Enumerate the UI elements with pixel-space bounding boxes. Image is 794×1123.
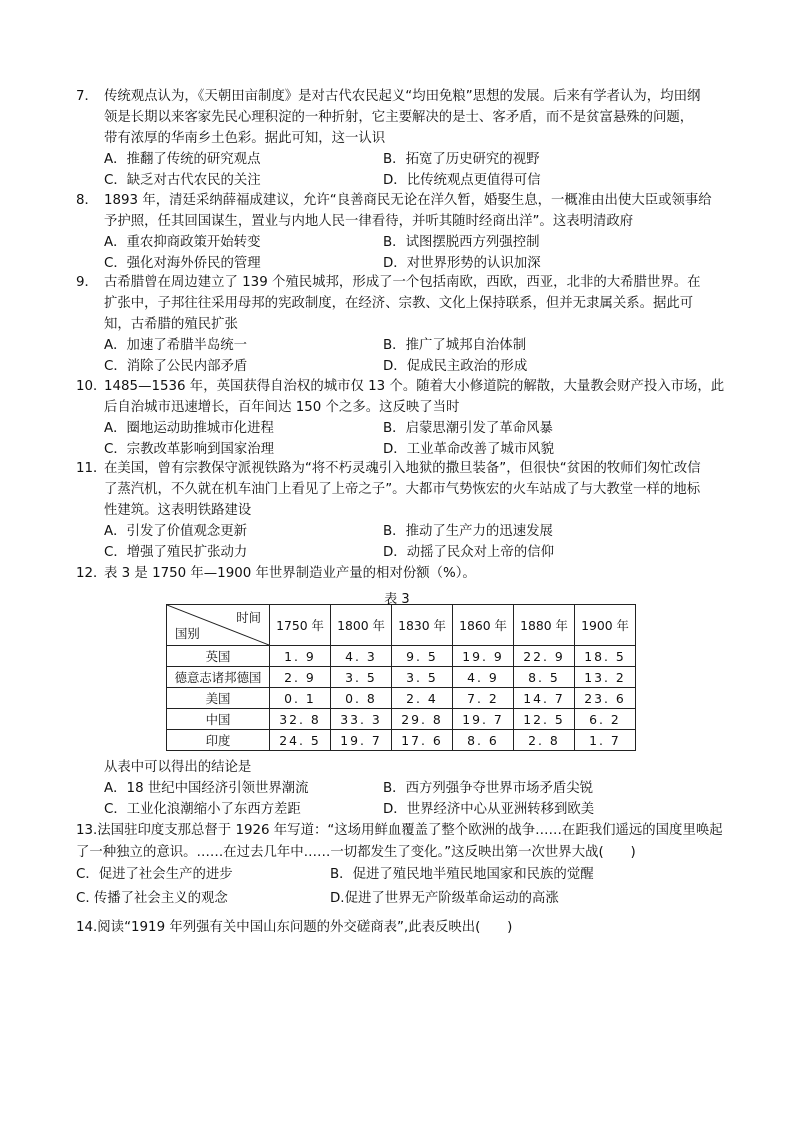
question-stem-line: 古希腊曾在周边建立了 139 个殖民城邦，形成了一个包括南欧，西欧，西亚，北非的大希腊世界。在 (104, 275, 701, 290)
question-14 (76, 917, 736, 939)
value-cell: 13. 2 (575, 667, 636, 688)
value-cell: 19. 7 (331, 730, 392, 751)
question-11 (76, 458, 728, 563)
option-d[interactable]: D．工业革命改善了城市风貌 (383, 442, 554, 457)
value-cell: 12. 5 (514, 709, 575, 730)
question-stem-line: 领是长期以来客家先民心理积淀的一种折射，它主要解决的是士、客矛盾，而不是贫富悬殊的问题， (104, 110, 694, 125)
value-cell: 19. 9 (453, 646, 514, 667)
option-c[interactable]: C．宗教改革影响到国家治理 (104, 442, 275, 457)
option-a[interactable]: A．加速了希腊半岛统一 (104, 338, 248, 353)
value-cell: 0. 1 (270, 688, 331, 709)
value-cell: 29. 8 (392, 709, 453, 730)
country-cell: 印度 (167, 730, 270, 751)
value-cell: 4. 3 (331, 646, 392, 667)
table-row (167, 667, 636, 688)
option-a[interactable]: A．推翻了传统的研究观点 (104, 152, 261, 167)
value-cell: 32. 8 (270, 709, 331, 730)
value-cell: 14. 7 (514, 688, 575, 709)
option-d[interactable]: D．世界经济中心从亚洲转移到欧美 (383, 802, 595, 817)
question-number: 10． (76, 379, 107, 394)
question-number: 12． (76, 566, 107, 581)
value-cell: 8. 5 (514, 667, 575, 688)
value-cell: 3. 5 (331, 667, 392, 688)
data-table (166, 604, 636, 751)
question-stem-line: 性建筑。这表明铁路建设 (104, 503, 252, 518)
header-country: 国别 (175, 626, 200, 641)
table-row (167, 730, 636, 751)
option-a[interactable]: C．促进了社会生产的进步 (76, 867, 233, 882)
question-number: 7． (76, 89, 98, 104)
option-b[interactable]: B．促进了殖民地半殖民地国家和民族的觉醒 (330, 867, 594, 882)
value-cell: 2. 8 (514, 730, 575, 751)
country-cell: 德意志诸邦德国 (167, 667, 270, 688)
question-number: 11． (76, 461, 107, 476)
country-cell: 中国 (167, 709, 270, 730)
value-cell: 9. 5 (392, 646, 453, 667)
question-stem-line: 知，古希腊的殖民扩张 (104, 317, 238, 332)
country-cell: 英国 (167, 646, 270, 667)
option-b[interactable]: B．启蒙思潮引发了革命风暴 (383, 421, 553, 436)
option-d[interactable]: D．比传统观点更值得可信 (383, 173, 541, 188)
option-b[interactable]: B．西方列强争夺世界市场矛盾尖锐 (383, 781, 594, 796)
year-header: 1880 年 (514, 605, 575, 646)
option-b[interactable]: B．推广了城邦自治体制 (383, 338, 527, 353)
table-row (167, 709, 636, 730)
value-cell: 22. 9 (514, 646, 575, 667)
question-12 (76, 563, 728, 584)
option-c[interactable]: C．工业化浪潮缩小了东西方差距 (104, 802, 301, 817)
option-d[interactable]: D.促进了世界无产阶级革命运动的高涨 (330, 891, 559, 906)
option-a[interactable]: A．圈地运动助推城市化进程 (104, 421, 274, 436)
value-cell: 17. 6 (392, 730, 453, 751)
value-cell: 6. 2 (575, 709, 636, 730)
option-c[interactable]: C. 传播了社会主义的观念 (76, 891, 228, 906)
option-a[interactable]: A．重农抑商政策开始转变 (104, 235, 261, 250)
value-cell: 2. 4 (392, 688, 453, 709)
value-cell: 4. 9 (453, 667, 514, 688)
value-cell: 0. 8 (331, 688, 392, 709)
option-a[interactable]: A．18 世纪中国经济引领世界潮流 (104, 781, 309, 796)
question-stem-line: 后自治城市迅速增长，百年间达 150 个之多。这反映了当时 (104, 400, 460, 415)
value-cell: 19. 7 (453, 709, 514, 730)
year-header: 1750 年 (270, 605, 331, 646)
question-stem-line: 13.法国驻印度支那总督于 1926 年写道：“这场用鲜血覆盖了整个欧洲的战争……在距我们遥远的国度里唤起 (76, 823, 723, 838)
value-cell: 23. 6 (575, 688, 636, 709)
question-prompt: 从表中可以得出的结论是 (104, 760, 252, 775)
value-cell: 7. 2 (453, 688, 514, 709)
question-stem-line: 扩张中，子邦往往采用母邦的宪政制度，在经济、宗教、文化上保持联系，但并无隶属关系。据此可 (104, 296, 694, 311)
question-number: 8． (76, 193, 98, 208)
option-a[interactable]: A．引发了价值观念更新 (104, 524, 248, 539)
value-cell: 24. 5 (270, 730, 331, 751)
option-c[interactable]: C．缺乏对古代农民的关注 (104, 173, 261, 188)
question-stem-line: 了一种独立的意识。……在过去几年中……一切都发生了变化。”这反映出第一次世界大战( ) (76, 845, 636, 860)
header-time: 时间 (236, 610, 261, 625)
question-12-options (76, 757, 728, 820)
question-10 (76, 376, 728, 460)
question-9 (76, 272, 728, 377)
year-header: 1800 年 (331, 605, 392, 646)
question-stem-line: 1485—1536 年，英国获得自治权的城市仅 13 个。随着大小修道院的解散，大量教会财产投入市场，此 (104, 379, 725, 394)
value-cell: 3. 5 (392, 667, 453, 688)
option-b[interactable]: B．推动了生产力的迅速发展 (383, 524, 553, 539)
option-b[interactable]: B．拓宽了历史研究的视野 (383, 152, 540, 167)
option-d[interactable]: D．促成民主政治的形成 (383, 359, 528, 374)
value-cell: 1. 9 (270, 646, 331, 667)
value-cell: 2. 9 (270, 667, 331, 688)
question-stem-line: 了蒸汽机，不久就在机车油门上看见了上帝之子”。大都市气势恢宏的火车站成了与大教堂一样的地标 (104, 482, 701, 497)
question-number: 9． (76, 275, 98, 290)
question-7 (76, 86, 728, 191)
value-cell: 33. 3 (331, 709, 392, 730)
question-stem-line: 表 3 是 1750 年—1900 年世界制造业产量的相对份额（%）。 (104, 566, 476, 581)
option-b[interactable]: B．试图摆脱西方列强控制 (383, 235, 540, 250)
year-header: 1860 年 (453, 605, 514, 646)
country-cell: 美国 (167, 688, 270, 709)
value-cell: 18. 5 (575, 646, 636, 667)
option-d[interactable]: D．对世界形势的认识加深 (383, 256, 541, 271)
value-cell: 1. 7 (575, 730, 636, 751)
year-header: 1900 年 (575, 605, 636, 646)
question-13 (76, 820, 736, 912)
table-header-row (167, 605, 636, 646)
option-c[interactable]: C．强化对海外侨民的管理 (104, 256, 261, 271)
question-stem-line: 传统观点认为，《天朝田亩制度》是对古代农民起义“均田免粮”思想的发展。后来有学者认为，均田纲 (104, 89, 701, 104)
option-c[interactable]: C．消除了公民内部矛盾 (104, 359, 248, 374)
table-row (167, 646, 636, 667)
question-stem-line: 予护照，任其回国谋生，置业与内地人民一律看待，并听其随时经商出洋”。这表明清政府 (104, 214, 634, 229)
table-caption: 表 3 (384, 592, 410, 607)
value-cell: 8. 6 (453, 730, 514, 751)
question-8 (76, 190, 728, 274)
question-stem-line: 在美国，曾有宗教保守派视铁路为“将不朽灵魂引入地狱的撒旦装备”，但很快“贫困的牧师们匆忙改信 (104, 461, 701, 476)
option-c[interactable]: C．增强了殖民扩张动力 (104, 545, 248, 560)
table-row (167, 688, 636, 709)
question-stem-line: 14.阅读“1919 年列强有关中国山东问题的外交磋商表”,此表反映出( ) (76, 920, 513, 935)
option-d[interactable]: D．动摇了民众对上帝的信仰 (383, 545, 554, 560)
question-stem-line: 1893 年，清廷采纳薛福成建议，允许“良善商民无论在洋久暂，婚娶生息，一概准由出使大臣或领事给 (104, 193, 712, 208)
year-header: 1830 年 (392, 605, 453, 646)
diagonal-header-cell (167, 605, 270, 646)
question-stem-line: 带有浓厚的华南乡土色彩。据此可知，这一认识 (104, 131, 386, 146)
